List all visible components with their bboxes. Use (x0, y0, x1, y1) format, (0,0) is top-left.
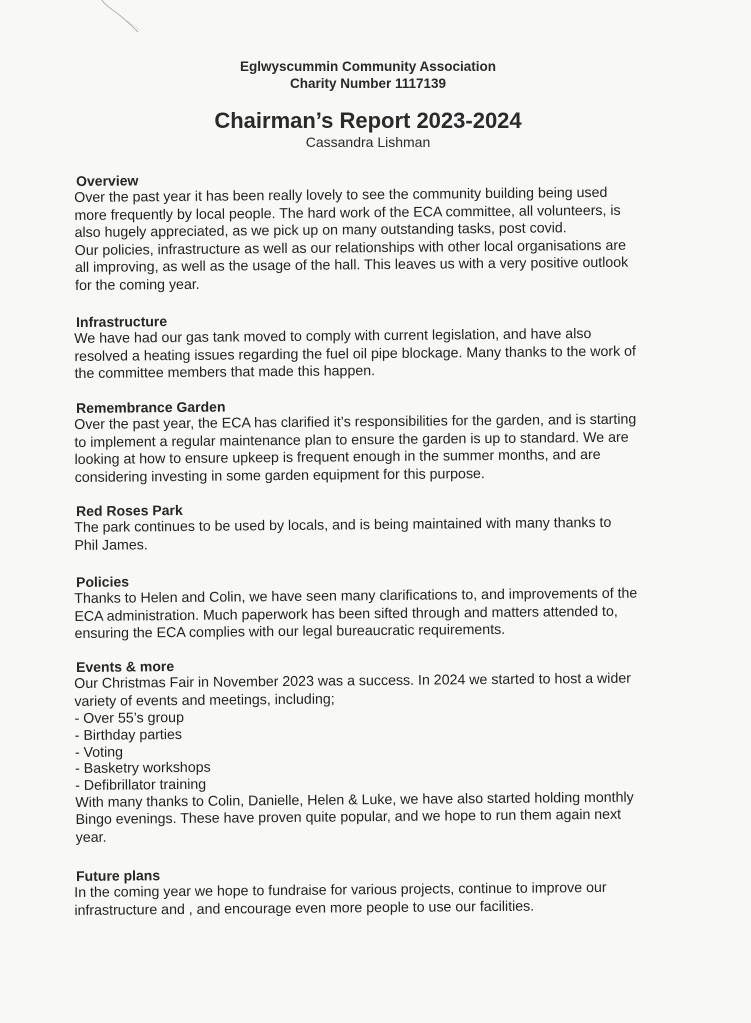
body-line: the committee members that made this happen. (74, 363, 376, 382)
body-line: The park continues to be used by locals, and is being maintained with many thanks to (74, 514, 612, 536)
organisation-name: Eglwyscummin Community Association (239, 59, 497, 74)
body-line: all improving, as well as the usage of the hall. This leaves us with a very positive outlook (74, 254, 629, 276)
section-events (74, 653, 696, 847)
section-heading: Red Roses Park (75, 501, 183, 519)
body-line: Our Christmas Fair in November 2023 was a success. In 2024 we started to host a wider (74, 670, 632, 692)
body-line: for the coming year. (75, 276, 200, 294)
list-item: - Birthday parties (74, 726, 183, 744)
scan-artifact-line (0, 0, 200, 60)
body-line: variety of events and meetings, including; (74, 691, 335, 710)
section-infrastructure (74, 308, 695, 383)
body-line: Over the past year it has been really lovely to see the community building being used (74, 184, 608, 206)
section-body (74, 184, 695, 295)
body-line: Our policies, infrastructure as well as our relationships with other local organisations are (74, 237, 627, 259)
body-line: Phil James. (74, 536, 148, 554)
body-line: We have had our gas tank moved to comply with current legislation, and have also (74, 326, 592, 347)
section-overview (74, 167, 695, 295)
body-line: ECA administration. Much paperwork has been sifted through and matters attended to, (74, 603, 618, 625)
body-line: In the coming year we hope to fundraise for various projects, continue to improve our (74, 879, 607, 901)
section-heading: Policies (75, 573, 130, 590)
report-title: Chairman’s Report 2023-2024 (214, 108, 522, 133)
body-line: considering investing in some garden equipment for this purpose. (74, 465, 485, 486)
section-remembrance-garden (74, 394, 695, 487)
section-future-plans (74, 862, 694, 920)
body-line: Bingo evenings. These have proven quite popular, and we hope to run them again next (75, 807, 622, 829)
section-body (75, 789, 695, 847)
list-item: - Voting (74, 744, 124, 761)
section-heading: Overview (75, 172, 139, 189)
section-policies (74, 568, 695, 643)
body-line: With many thanks to Colin, Danielle, Helen & Luke, we have also started holding monthly (75, 789, 634, 811)
body-line: also hugely appreciated, as we pick up on many outstanding tasks, post covid. (74, 220, 567, 241)
body-line: more frequently by local people. The hard work of the ECA committee, all volunteers, is (74, 202, 621, 224)
section-body (74, 411, 695, 487)
section-body (74, 879, 694, 920)
events-list (74, 705, 695, 795)
list-item: - Over 55’s group (74, 709, 185, 727)
section-body (74, 585, 694, 643)
body-line: year. (75, 829, 107, 846)
charity-number: Charity Number 1117139 (289, 76, 447, 91)
body-line: Over the past year, the ECA has clarified it’s responsibilities for the garden, and is starting (74, 411, 637, 433)
section-heading: Future plans (75, 867, 161, 884)
body-line: Thanks to Helen and Colin, we have seen many clarifications to, and improvements of the (74, 585, 638, 607)
section-body (74, 325, 694, 383)
report-author: Cassandra Lishman (305, 134, 431, 150)
list-item: - Defibrillator training (75, 776, 207, 795)
section-body (74, 514, 694, 555)
body-line: to implement a regular maintenance plan to ensure the garden is up to standard. We are (74, 429, 629, 451)
section-heading: Events & more (75, 658, 175, 675)
section-body (74, 670, 694, 711)
body-line: infrastructure and , and encourage even more people to use our facilities. (74, 898, 535, 919)
section-red-roses-park (74, 497, 694, 555)
list-item: - Basketry workshops (74, 760, 211, 778)
section-heading: Remembrance Garden (75, 398, 226, 416)
section-heading: Infrastructure (75, 313, 168, 330)
body-line: resolved a heating issues regarding the fuel oil pipe blockage. Many thanks to the work of (74, 343, 636, 365)
body-line: ensuring the ECA complies with our legal bureaucratic requirements. (74, 621, 506, 642)
body-line: looking at how to ensure upkeep is frequent enough in the summer months, and are (74, 446, 601, 468)
